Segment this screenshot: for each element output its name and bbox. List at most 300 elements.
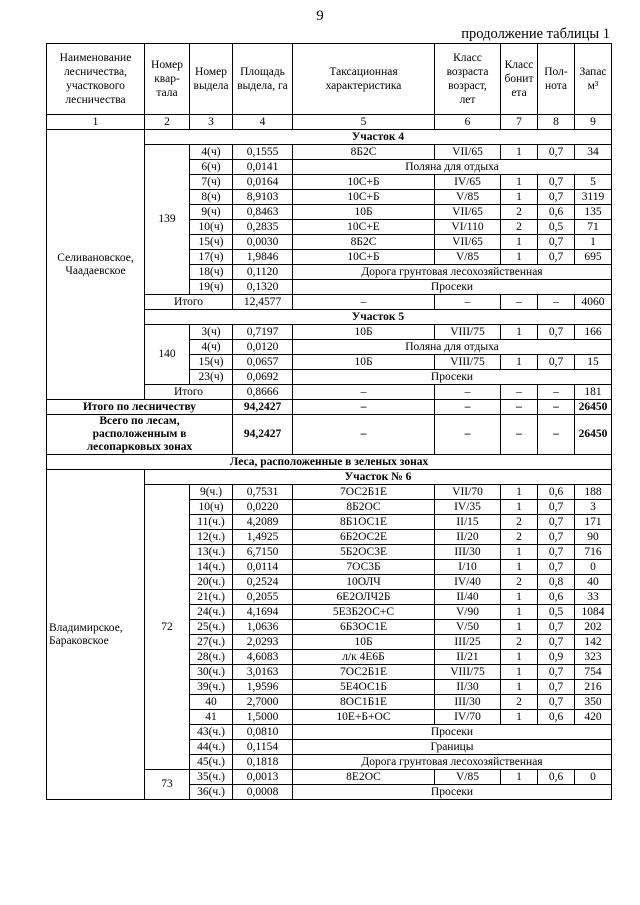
taxation-value: 10С+Е [293,220,435,235]
stock-value: 188 [575,485,612,500]
age-class-value: VIII/75 [435,355,501,370]
bonitet-value: 1 [501,620,538,635]
col-number: 8 [538,115,575,130]
density-value: 0,7 [538,530,575,545]
bonitet-value: 1 [501,485,538,500]
header-line: Класс [453,52,482,64]
col-number: 6 [435,115,501,130]
area-value: 6,7150 [233,545,293,560]
bonitet-value: 1 [501,355,538,370]
vydel-number: 45(ч.) [190,755,233,770]
vydel-number: 4(ч) [190,340,233,355]
stock-value: 171 [575,515,612,530]
taxation-value: 5Е4ОС1Б [293,680,435,695]
total-density: – [538,385,575,400]
taxation-value: л/к 4Е6Б [293,650,435,665]
land-use-label: Просеки [293,280,612,295]
density-value: 0,7 [538,235,575,250]
stock-value: 350 [575,695,612,710]
header-line: Номер [195,66,227,78]
age-class-value: IV/35 [435,500,501,515]
stock-value: 15 [575,355,612,370]
taxation-value: 10Б [293,325,435,340]
column-number-row [47,115,612,130]
taxation-value: 8Е2ОС [293,770,435,785]
area-value: 0,0030 [233,235,293,250]
density-value: 0,6 [538,485,575,500]
stock-value: 216 [575,680,612,695]
area-value: 0,0114 [233,560,293,575]
area-value: 0,2055 [233,590,293,605]
bonitet-value: 1 [501,545,538,560]
total-taxation: – [293,400,435,415]
bonitet-value: 2 [501,220,538,235]
bonitet-value: 1 [501,710,538,725]
header-line: лет [459,94,476,106]
page-number: 9 [316,8,324,24]
zone-title-row [47,455,612,470]
vydel-number: 19(ч) [190,280,233,295]
header-row [47,44,612,115]
area-value: 0,2524 [233,575,293,590]
age-class-value: VII/65 [435,205,501,220]
total-age: – [435,295,501,310]
area-value: 4,1694 [233,605,293,620]
age-class-value: VIII/75 [435,665,501,680]
density-value: 0,7 [538,515,575,530]
total-bonitet: – [501,385,538,400]
age-class-value: II/20 [435,530,501,545]
stock-value: 5 [575,175,612,190]
section-title: Участок 5 [145,310,612,325]
vydel-number: 35(ч.) [190,770,233,785]
col-number: 3 [190,115,233,130]
age-class-value: VI/110 [435,220,501,235]
forestry-name-cell [47,130,145,400]
bonitet-value: 1 [501,145,538,160]
age-class-value: II/30 [435,680,501,695]
land-use-label: Просеки [293,785,612,800]
kvartal-number: 73 [145,770,190,800]
bonitet-value: 2 [501,635,538,650]
taxation-value: 6Е2ОЛЧ2Б [293,590,435,605]
total-bonitet: – [501,295,538,310]
taxation-value: 7ОС2Б1Е [293,485,435,500]
age-class-value: VIII/75 [435,325,501,340]
density-value: 0,7 [538,695,575,710]
total-stock: 181 [575,385,612,400]
header-line: возраст, [448,80,487,92]
header-line: нота [544,80,568,92]
age-class-value: II/40 [435,590,501,605]
density-value: 0,6 [538,205,575,220]
header-line: Запас [579,66,607,78]
stock-value: 1 [575,235,612,250]
bonitet-value: 1 [501,680,538,695]
vydel-number: 6(ч) [190,160,233,175]
total-stock: 26450 [575,415,612,455]
table-continuation-label: продолжение таблицы 1 [461,26,610,42]
col-number: 5 [293,115,435,130]
forest-table [46,43,612,800]
taxation-value: 8Б2С [293,145,435,160]
land-use-label: Дорога грунтовая лесохозяйственная [293,265,612,280]
taxation-value: 10Б [293,635,435,650]
area-value: 0,0657 [233,355,293,370]
area-value: 0,8463 [233,205,293,220]
bonitet-value: 2 [501,515,538,530]
age-class-value: V/50 [435,620,501,635]
section-title-row [47,470,612,485]
total-taxation: – [293,295,435,310]
vydel-number: 28(ч.) [190,650,233,665]
total-age: – [435,400,501,415]
vydel-number: 24(ч.) [190,605,233,620]
age-class-value: IV/65 [435,175,501,190]
taxation-value: 7ОС2Б1Е [293,665,435,680]
vydel-number: 36(ч.) [190,785,233,800]
area-value: 0,0141 [233,160,293,175]
area-value: 8,9103 [233,190,293,205]
kvartal-number: 140 [145,325,190,385]
vydel-number: 25(ч.) [190,620,233,635]
density-value: 0,7 [538,190,575,205]
total-age: – [435,385,501,400]
vydel-number: 23(ч) [190,370,233,385]
header-line: бонит [504,73,534,85]
stock-value: 754 [575,665,612,680]
stock-value: 40 [575,575,612,590]
header-taxation [293,44,435,115]
bonitet-value: 1 [501,250,538,265]
stock-value: 716 [575,545,612,560]
density-value: 0,7 [538,145,575,160]
stock-value: 1084 [575,605,612,620]
header-line: квар- [154,73,180,85]
bonitet-value: 1 [501,590,538,605]
stock-value: 166 [575,325,612,340]
header-line: выдела [193,80,229,92]
bonitet-value: 1 [501,325,538,340]
header-line: лесничества, [63,66,128,78]
header-line: Наименование [59,52,132,64]
taxation-value: 10С+Б [293,175,435,190]
stock-value: 3 [575,500,612,515]
header-line: выдела, га [237,80,288,92]
kvartal-number: 72 [145,485,190,770]
age-class-value: I/10 [435,560,501,575]
area-value: 1,0636 [233,620,293,635]
section-title-row [47,130,612,145]
area-value: 0,1818 [233,755,293,770]
density-value: 0,7 [538,250,575,265]
density-value: 0,7 [538,665,575,680]
header-age-class [435,44,501,115]
total-density: – [538,415,575,455]
taxation-value: 10С+Б [293,190,435,205]
area-value: 0,0120 [233,340,293,355]
bonitet-value: 1 [501,235,538,250]
total-label: Итого [145,385,233,400]
area-value: 0,1154 [233,740,293,755]
header-line: Пол- [544,66,568,78]
density-value: 0,5 [538,220,575,235]
header-kvartal [145,44,190,115]
text-line: расположенным в [92,428,187,440]
age-class-value: V/85 [435,250,501,265]
density-value: 0,5 [538,605,575,620]
stock-value: 71 [575,220,612,235]
vydel-number: 43(ч.) [190,725,233,740]
area-value: 1,9846 [233,250,293,265]
age-class-value: V/85 [435,190,501,205]
area-value: 0,1120 [233,265,293,280]
col-number: 4 [233,115,293,130]
area-value: 1,4925 [233,530,293,545]
total-label: Итого [145,295,233,310]
density-value: 0,7 [538,620,575,635]
forestry-name-cell [47,470,145,800]
total-area: 94,2427 [233,400,293,415]
col-number: 9 [575,115,612,130]
taxation-value: 8Б1ОС1Е [293,515,435,530]
density-value: 0,7 [538,545,575,560]
text-line: Чаадаевское [65,264,126,277]
total-bonitet: – [501,415,538,455]
header-line: тала [156,87,178,99]
stock-value: 142 [575,635,612,650]
density-value: 0,6 [538,770,575,785]
vydel-number: 44(ч.) [190,740,233,755]
vydel-number: 10(ч) [190,220,233,235]
taxation-value: 6Б2ОС2Е [293,530,435,545]
area-value: 4,2089 [233,515,293,530]
header-line: Номер [151,59,183,71]
header-line: характеристика [325,80,402,92]
age-class-value: II/21 [435,650,501,665]
density-value: 0,6 [538,590,575,605]
age-class-value: IV/40 [435,575,501,590]
land-use-label: Поляна для отдыха [293,340,612,355]
stock-value: 0 [575,560,612,575]
stock-value: 695 [575,250,612,265]
total-density: – [538,295,575,310]
vydel-number: 13(ч.) [190,545,233,560]
stock-value: 420 [575,710,612,725]
density-value: 0,9 [538,650,575,665]
area-value: 2,0293 [233,635,293,650]
density-value: 0,7 [538,355,575,370]
area-value: 2,7000 [233,695,293,710]
header-line: участкового [66,80,125,92]
bonitet-value: 2 [501,205,538,220]
stock-value: 202 [575,620,612,635]
area-value: 0,0013 [233,770,293,785]
col-number: 7 [501,115,538,130]
total-label: Итого по лесничеству [47,400,233,415]
taxation-value: 5Е3Б2ОС+С [293,605,435,620]
age-class-value: VII/65 [435,235,501,250]
section-title: Участок № 6 [145,470,612,485]
land-use-label: Поляна для отдыха [293,160,612,175]
total-label [47,415,233,455]
bonitet-value: 2 [501,695,538,710]
stock-value: 33 [575,590,612,605]
header-line: Класс [504,59,534,71]
age-class-value: V/90 [435,605,501,620]
vydel-number: 12(ч.) [190,530,233,545]
header-bonitet [501,44,538,115]
age-class-value: III/30 [435,695,501,710]
header-area [233,44,293,115]
area-value: 3,0163 [233,665,293,680]
taxation-value: 10Б [293,355,435,370]
density-value: 0,7 [538,175,575,190]
vydel-number: 18(ч) [190,265,233,280]
age-class-value: VII/65 [435,145,501,160]
area-value: 0,7197 [233,325,293,340]
vydel-number: 10(ч) [190,500,233,515]
age-class-value: III/30 [435,545,501,560]
header-line: ета [511,87,527,99]
bonitet-value: 1 [501,175,538,190]
total-density: – [538,400,575,415]
bonitet-value: 1 [501,605,538,620]
vydel-number: 3(ч) [190,325,233,340]
text-line: Бараковское [49,634,109,647]
land-use-label: Просеки [293,370,612,385]
vydel-number: 15(ч) [190,235,233,250]
vydel-number: 20(ч.) [190,575,233,590]
area-value: 0,2835 [233,220,293,235]
header-line: лесничества [65,94,126,106]
vydel-number: 15(ч) [190,355,233,370]
stock-value: 323 [575,650,612,665]
header-stock [575,44,612,115]
vydel-number: 4(ч) [190,145,233,160]
vydel-number: 39(ч.) [190,680,233,695]
vydel-number: 17(ч) [190,250,233,265]
section-title: Участок 4 [145,130,612,145]
stock-value: 0 [575,770,612,785]
taxation-value: 10Е+Б+ОС [293,710,435,725]
area-value: 1,5000 [233,710,293,725]
vydel-number: 9(ч) [190,205,233,220]
stock-value: 34 [575,145,612,160]
area-value: 0,0810 [233,725,293,740]
age-class-value: V/85 [435,770,501,785]
area-value: 0,1320 [233,280,293,295]
total-age: – [435,415,501,455]
bonitet-value: 1 [501,665,538,680]
bonitet-value: 1 [501,650,538,665]
vydel-number: 14(ч.) [190,560,233,575]
vydel-number: 11(ч.) [190,515,233,530]
header-line: Таксационная [329,66,398,78]
vydel-number: 27(ч.) [190,635,233,650]
density-value: 0,7 [538,500,575,515]
total-area: 94,2427 [233,415,293,455]
header-line: м³ [587,80,599,92]
taxation-value: 10Б [293,205,435,220]
col-number: 1 [47,115,145,130]
header-density [538,44,575,115]
text-line: Селивановское, [57,251,134,264]
area-value: 0,7531 [233,485,293,500]
stock-value: 135 [575,205,612,220]
bonitet-value: 1 [501,770,538,785]
total-area: 12,4577 [233,295,293,310]
age-class-value: VII/70 [435,485,501,500]
header-line: возраста [446,66,489,78]
density-value: 0,7 [538,560,575,575]
text-line: Всего по лесам, [99,415,180,427]
forestry-total-row [47,400,612,415]
bonitet-value: 1 [501,500,538,515]
vydel-number: 40 [190,695,233,710]
text-line: Владимирское, [49,621,123,634]
taxation-value: 8ОС1Б1Е [293,695,435,710]
stock-value: 90 [575,530,612,545]
taxation-value: 8Б2ОС [293,500,435,515]
area-value: 0,1555 [233,145,293,160]
total-area: 0,8666 [233,385,293,400]
vydel-number: 8(ч) [190,190,233,205]
area-value: 1,9596 [233,680,293,695]
age-class-value: II/15 [435,515,501,530]
taxation-value: 7ОС3Б [293,560,435,575]
bonitet-value: 2 [501,575,538,590]
all-total-row [47,415,612,455]
land-use-label: Просеки [293,725,612,740]
age-class-value: IV/70 [435,710,501,725]
vydel-number: 21(ч.) [190,590,233,605]
header-vydel [190,44,233,115]
taxation-value: 10С+Б [293,250,435,265]
density-value: 0,7 [538,680,575,695]
kvartal-number: 139 [145,145,190,295]
total-stock: 26450 [575,400,612,415]
taxation-value: 5Б2ОС3Е [293,545,435,560]
vydel-number: 7(ч) [190,175,233,190]
area-value: 0,0164 [233,175,293,190]
vydel-number: 41 [190,710,233,725]
density-value: 0,7 [538,325,575,340]
taxation-value: 8Б2С [293,235,435,250]
bonitet-value: 1 [501,560,538,575]
bonitet-value: 2 [501,530,538,545]
total-stock: 4060 [575,295,612,310]
density-value: 0,8 [538,575,575,590]
area-value: 0,0220 [233,500,293,515]
col-number: 2 [145,115,190,130]
total-bonitet: – [501,400,538,415]
total-taxation: – [293,415,435,455]
density-value: 0,6 [538,710,575,725]
stock-value: 3119 [575,190,612,205]
density-value: 0,7 [538,635,575,650]
age-class-value: III/25 [435,635,501,650]
header-line: Площадь [240,66,285,78]
zone-title: Леса, расположенные в зеленых зонах [47,455,612,470]
vydel-number: 9(ч.) [190,485,233,500]
area-value: 4,6083 [233,650,293,665]
text-line: лесопарковых зонах [86,441,193,453]
header-forestry [47,44,145,115]
total-taxation: – [293,385,435,400]
land-use-label: Дорога грунтовая лесохозяйственная [293,755,612,770]
land-use-label: Границы [293,740,612,755]
